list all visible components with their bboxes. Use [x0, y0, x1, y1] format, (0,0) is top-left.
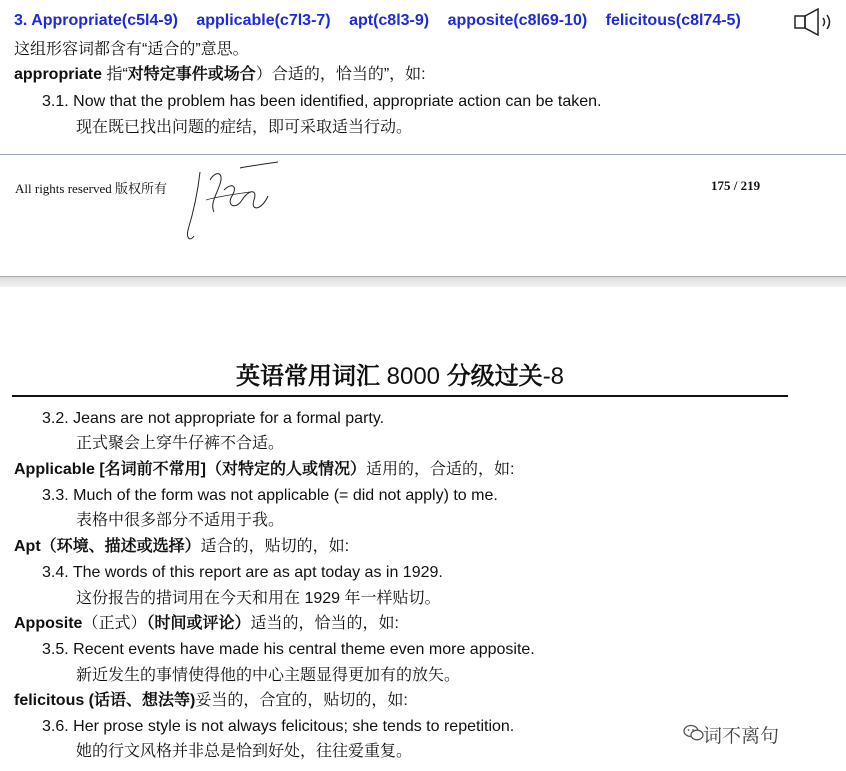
word-group-heading: [14, 12, 741, 30]
definition-context: （对特定的人或情况）: [206, 461, 367, 478]
definition-applicable: [14, 460, 514, 480]
example-zh: 表格中很多部分不适用于我。: [76, 512, 285, 529]
definition-meaning: 适合的，贴切的，如:: [200, 538, 350, 555]
example-en: 3.1. Now that the problem has been identified, appropriate action can be taken.: [42, 93, 602, 110]
page-break: [0, 276, 846, 287]
page-separator: /: [733, 178, 738, 193]
definition-context: (话语、想法等): [84, 692, 196, 709]
example-en: 3.6. Her prose style is not always felicitous; she tends to repetition.: [42, 718, 515, 735]
intro-text: 这组形容词都含有“适合的”意思。: [14, 41, 249, 58]
example-en: 3.5. Recent events have made his central theme even more apposite.: [42, 641, 535, 658]
definition-apt: [14, 537, 349, 557]
page-current: 175: [711, 178, 731, 193]
heading-word: 3. Appropriate(c5l4-9): [14, 12, 178, 29]
definition-context: （时间或评论）: [146, 615, 251, 632]
term: Applicable [名词前不常用]: [14, 461, 207, 478]
definition-meaning: 适用的，合适的，如:: [366, 461, 515, 478]
title-part: 8000: [379, 363, 447, 390]
footer-divider: [0, 154, 846, 155]
definition-felicitous: [14, 691, 408, 711]
definition-meaning: 适当的，恰当的，如:: [250, 615, 399, 632]
example-zh: 新近发生的事情使得他的中心主题显得更加有的放矢。: [76, 667, 461, 684]
definition-context: 对特定事件或场合: [127, 66, 256, 83]
example-en: 3.2. Jeans are not appropriate for a formal party.: [42, 410, 385, 427]
speaker-icon[interactable]: [794, 6, 838, 38]
term: Apposite: [14, 615, 83, 632]
page-footer: [0, 154, 846, 280]
term: appropriate: [14, 66, 103, 83]
definition-meaning: 妥当的，合宜的，贴切的，如:: [195, 692, 408, 709]
copyright-text: All rights reserved 版权所有: [15, 181, 168, 196]
title-underline: [12, 395, 788, 397]
term: felicitous: [14, 692, 85, 709]
heading-word: applicable(c7l3-7): [196, 12, 331, 29]
title-part: 英语常用词汇: [235, 363, 380, 390]
page-title: [0, 356, 800, 391]
example-zh: 正式聚会上穿牛仔裤不合适。: [76, 435, 285, 452]
definition-register: （正式）: [82, 615, 147, 632]
example-en: 3.4. The words of this report are as apt today as in 1929.: [42, 564, 443, 581]
title-part: 分级过关: [446, 363, 543, 390]
page-number: [711, 178, 760, 194]
heading-word: apposite(c8l69-10): [447, 12, 588, 29]
page-total: 219: [740, 178, 761, 193]
heading-word: apt(c8l3-9): [349, 12, 430, 29]
example-zh: 她的行文风格并非总是恰到好处，往往爱重复。: [76, 743, 413, 760]
signature-image: [180, 160, 290, 250]
term: Apt: [14, 538, 41, 555]
definition-meaning: ）合适的，恰当的”，如:: [255, 66, 426, 83]
definition-appropriate: [14, 65, 426, 85]
example-en: 3.3. Much of the form was not applicable (= did not apply) to me.: [42, 487, 498, 504]
wechat-icon: [683, 724, 705, 742]
watermark-text: 词不离句: [703, 726, 780, 747]
example-zh: 这份报告的措词用在今天和用在 1929 年一样贴切。: [76, 590, 441, 607]
definition-apposite: [14, 614, 399, 634]
definition-prefix: 指“: [102, 66, 128, 83]
title-part: -8: [542, 363, 565, 390]
example-zh: 现在既已找出问题的症结，即可采取适当行动。: [76, 119, 413, 136]
definition-context: （环境、描述或选择）: [40, 538, 201, 555]
heading-word: felicitous(c8l74-5): [605, 12, 741, 29]
